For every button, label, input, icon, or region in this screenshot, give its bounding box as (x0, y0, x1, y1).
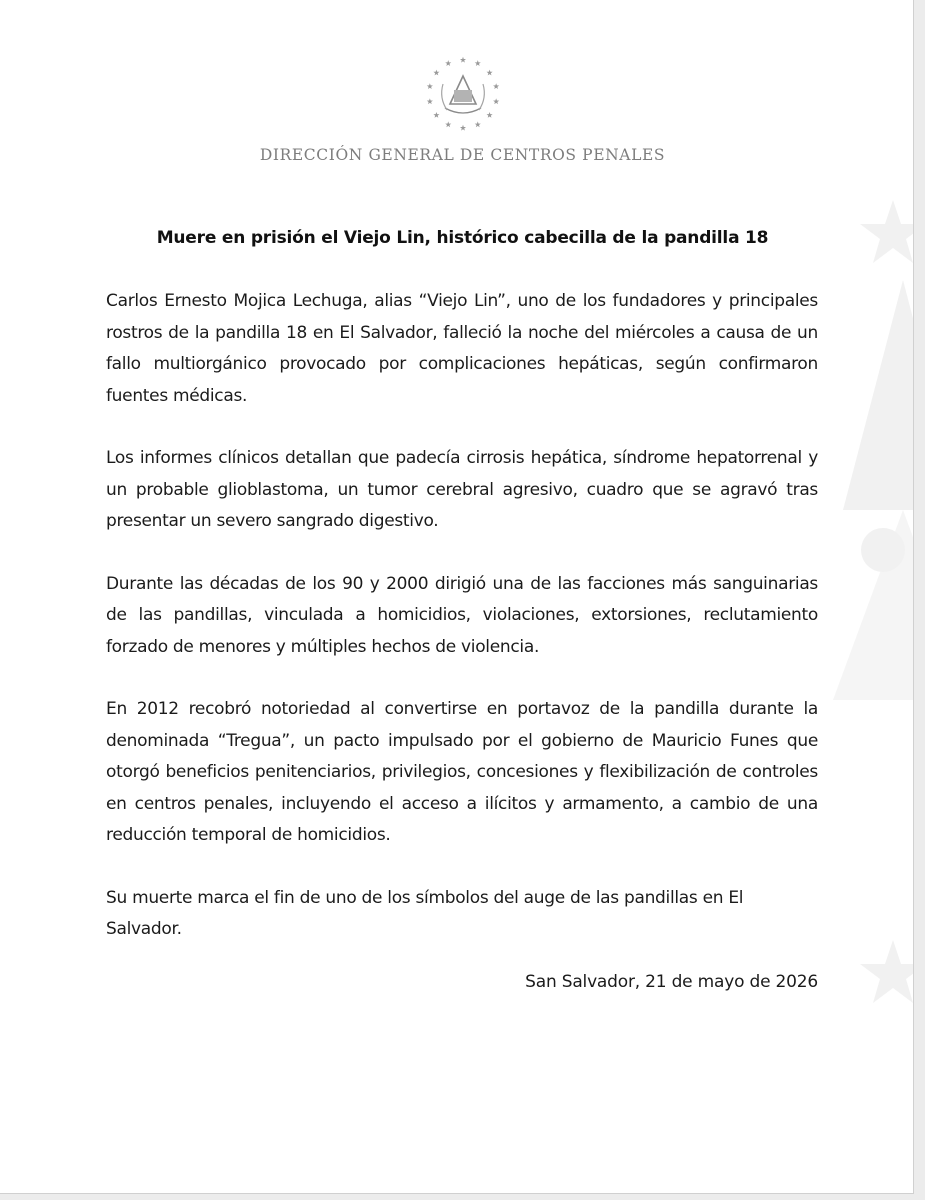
seal-star-icon (475, 60, 481, 66)
seal-star-icon (460, 57, 466, 63)
body-paragraph: Los informes clínicos detallan que padecía cirrosis hepática, síndrome hepatorrenal y un probable glioblastoma, un tumor cerebral agresivo, cuadro que se agravó tras presentar un severo sangrado digestivo. (106, 448, 818, 531)
agency-name: DIRECCIÓN GENERAL DE CENTROS PENALES (259, 146, 666, 164)
seal-star-icon (475, 121, 481, 127)
seal-star-icon (433, 112, 439, 118)
press-release-body (106, 286, 818, 977)
seal-star-icon (460, 125, 466, 131)
body-paragraph: Durante las décadas de los 90 y 2000 dirigió una de las facciones más sanguinarias de las pandillas, vinculada a homicidios, violaciones, extorsiones, reclutamiento forzado de menores y múltiples hechos de violencia. (106, 573, 818, 657)
seal-star-icon (493, 98, 499, 104)
seal-star-icon (487, 70, 493, 76)
body-paragraph: En 2012 recobró notoriedad al convertirse en portavoz de la pandilla durante la denominada “Tregua”, un pacto impulsado por el gobierno de Mauricio Funes que otorgó beneficios penitenciarios, privilegios, concesiones y flexibilización de controles en centros penales, incluyendo el acceso a ilícitos y armamento, a cambio de una reducción temporal de homicidios. (106, 699, 818, 845)
seal-star-icon (427, 83, 433, 89)
seal-star-icon (445, 121, 451, 127)
seal-star-icon (493, 83, 499, 89)
national-seal-icon (423, 54, 503, 134)
body-paragraph: Carlos Ernesto Mojica Lechuga, alias “Viejo Lin”, uno de los fundadores y principales rostros de la pandilla 18 en El Salvador, falleció la noche del miércoles a causa de un fallo multiorgánico provocado por complicaciones hepáticas, según confirmaron fuentes médicas. (106, 291, 818, 406)
seal-star-icon (433, 70, 439, 76)
seal-star-icon (487, 112, 493, 118)
seal-star-icon (427, 98, 433, 104)
body-paragraph: Su muerte marca el fin de uno de los símbolos del auge de las pandillas en El Salvador. (106, 887, 744, 939)
dateline: San Salvador, 21 de mayo de 2026 (525, 972, 818, 992)
seal-star-icon (445, 60, 451, 66)
press-release-title: Muere en prisión el Viejo Lin, histórico cabecilla de la pandilla 18 (156, 228, 769, 248)
